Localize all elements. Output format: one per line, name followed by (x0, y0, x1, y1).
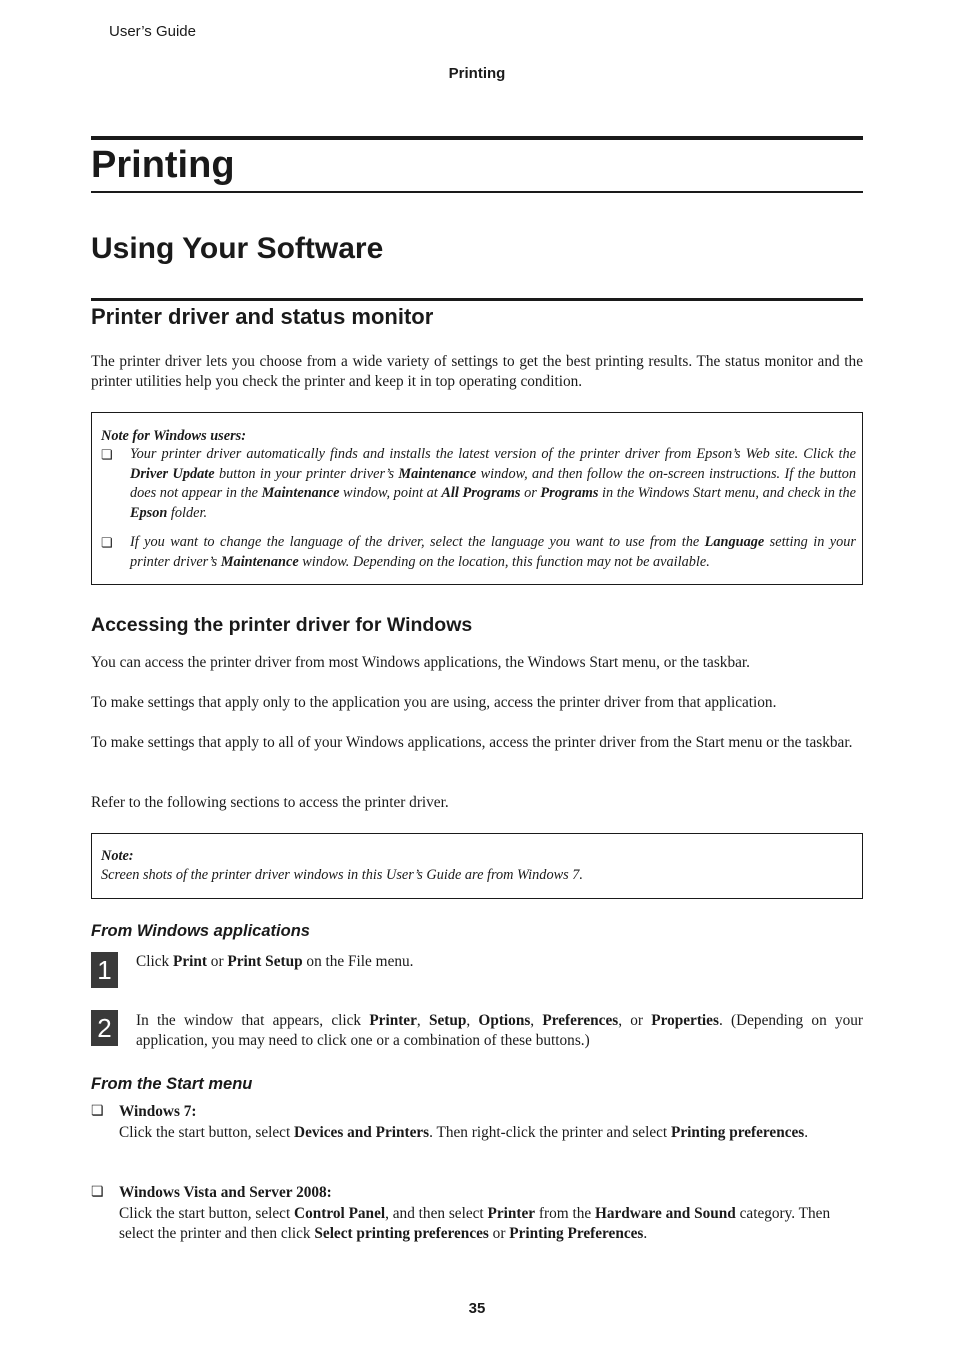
paragraph-all-applications: To make settings that apply to all of your Windows applications, access the printer driver from the Start menu or the taskbar. (91, 734, 853, 751)
paragraph-refer: Refer to the following sections to access the printer driver. (91, 794, 449, 811)
note-item-language (101, 533, 856, 572)
note-item-text: Your printer driver automatically finds and installs the latest version of the printer driver from Epson’s Web site. Click the Driver Update button in your printer driver’s Maintenance window, and then follow the on-screen instructions. If the button does not appear in the Maintenance window, point at All Programs or Programs in the Windows Start menu, and check in the Epson folder. (130, 446, 856, 521)
running-head-section: Printing (448, 65, 506, 82)
note-box-screenshots (91, 833, 863, 899)
list-item-label: Windows Vista and Server 2008: (119, 1184, 332, 1201)
list-item-text: Click the start button, select Control Panel, and then select Printer from the Hardware and Sound category. Then select the printer and then click Select printing preferences or Printing Preferences. (119, 1204, 831, 1242)
checkbox-bullet-icon: ❏ (91, 1104, 104, 1119)
chapter-rule-bottom (91, 191, 863, 193)
heading-accessing-printer-driver: Accessing the printer driver for Windows (91, 614, 473, 636)
chapter-rule-top (91, 136, 863, 140)
page-number: 35 (468, 1300, 486, 1317)
list-item-windows-7 (119, 1102, 863, 1143)
paragraph-application: To make settings that apply only to the application you are using, access the printer driver from that application. (91, 694, 777, 711)
checkbox-bullet-icon: ❏ (91, 1185, 104, 1200)
note-title: Note for Windows users: (101, 428, 246, 444)
step-number-1: 1 (91, 952, 118, 988)
step-1-text: Click Print or Print Setup on the File menu. (136, 953, 414, 970)
list-item-text: Click the start button, select Devices and Printers. Then right-click the printer and select Printing preferences. (119, 1123, 809, 1141)
step-2-text: In the window that appears, click Printer, Setup, Options, Preferences, or Properties. (Depending on your application, you may need to click one or a combination of these buttons.) (136, 1012, 863, 1049)
checkbox-bullet-icon: ❏ (101, 535, 113, 550)
heading-from-start-menu: From the Start menu (91, 1075, 253, 1093)
checkbox-bullet-icon: ❏ (101, 447, 113, 462)
note-title: Note: (101, 848, 134, 864)
intro-paragraph: The printer driver lets you choose from a wide variety of settings to get the best printing results. The status monitor and the printer utilities help you check the printer and keep it in top operating condition. (91, 353, 863, 390)
heading-printer-driver-status-monitor: Printer driver and status monitor (91, 304, 434, 329)
note-item-driver-update (101, 445, 856, 523)
heading-using-your-software: Using Your Software (91, 232, 384, 265)
note-box-windows-users (91, 412, 863, 585)
note-text: Screen shots of the printer driver windows in this User’s Guide are from Windows 7. (101, 867, 583, 883)
list-item-windows-vista (119, 1183, 863, 1245)
running-head-guide: User’s Guide (109, 23, 196, 40)
step-number-2: 2 (91, 1010, 118, 1046)
section-rule (91, 298, 863, 301)
heading-from-windows-applications: From Windows applications (91, 922, 310, 940)
list-item-label: Windows 7: (119, 1103, 197, 1120)
chapter-title: Printing (91, 144, 235, 186)
paragraph-access: You can access the printer driver from most Windows applications, the Windows Start menu, or the taskbar. (91, 654, 750, 671)
note-item-text: If you want to change the language of the driver, select the language you want to use from the Language setting in your printer driver’s Maintenance window. Depending on the location, this function may not be available. (130, 534, 856, 570)
